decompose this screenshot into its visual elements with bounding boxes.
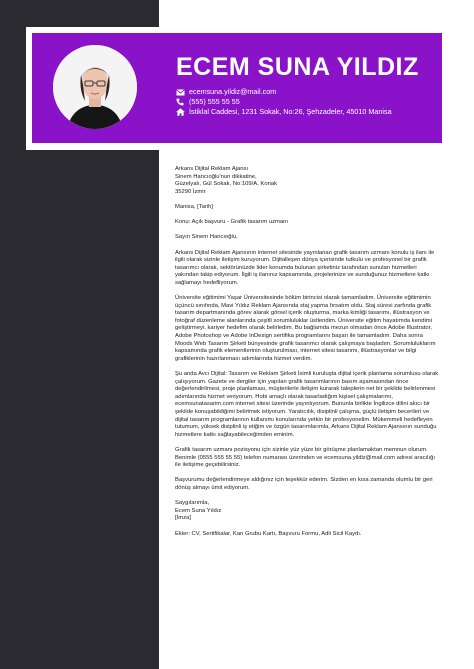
paragraph-thanks: Başvurumu değerlendirmeye aldığınız için teşekkür ederim. Sizden en kısa zamanda olumlu bir geri dönüş almayı ümit ediyorum. xyxy=(175,477,433,491)
recipient-line: Arkans Dijital Reklam Ajansı xyxy=(175,166,249,172)
cover-letter-body xyxy=(175,166,441,546)
recipient-block xyxy=(175,166,441,196)
contact-address xyxy=(176,106,392,118)
signature-placeholder: [İmza] xyxy=(175,515,191,522)
paragraph-current-role: Şu anda Avcı Dijital: Tasarım ve Reklam Şirketi İsimli kuruluşta dijital içerik planlama sorumlusu olarak çalışıyorum. Gazete ve dergiler için yapılan grafik tasarımlarının basım aşamasından önce değerlendirilmesi, proje planlaması, müşterilerle iletişim kurarak taleplerin net bir şekilde belirlenmesi adımlarında hizmet veriyorum. Hobi amaçlı olarak tasarladığım kişisel çalışmalarımı, ecemsunatasarim.com internet sitesi üzerinde yayınlıyorum. Bununla birlikte İngilizce dilini akıcı bir şekilde konuşabildiğimi belirtmek istiyorum. Yaratıcılık, disiplinli çalışma, güçlü iletişim becerileri ve dijital tasarım programlarının kullanımı konularında yetkin bir profesyonelim. Mükemmeli hedefleyen tutumum, yüksek disiplinli iş etiğim ve özgün tasarımlarımla, Arkans Dijital Reklam Ajansının sunduğu hizmetlere katkı sağlayabileceğimden eminim. xyxy=(175,371,439,438)
signature-name: Ecem Suna Yıldız xyxy=(175,507,222,514)
phone-text: (555) 555 55 55 xyxy=(189,97,240,107)
applicant-name: ECEM SUNA YILDIZ xyxy=(176,53,419,81)
paragraph-intro: Arkans Dijital Reklam Ajansının internet sitesinde yayınlanan grafik tasarım uzmanı konulu iş ilanı ile ilgili olarak sizinle iletişim kuruyorum. Dijitalleşen dünya içerisinde tutkulu ve profesyonel bir grafik tasarımcı olarak, sektörünüzde lider konumda bulunan şirketiniz tarafından sunulan hizmetleri yakından takip ediyorum. İlgili iş ilanınız kapsamında, projelerinize ve sunduğunuz hizmetlere katkı sağlamayı hedefliyorum. xyxy=(175,249,435,286)
profile-photo xyxy=(53,45,137,129)
paragraph-interview: Grafik tasarım uzmanı pozisyonu için sizinle yüz yüze bir görüşme planlamaktan memnun olurum. Benimle (0555 555 55 55) telefon numarası üzerinden ve ecemsuna.yildiz@mail.com adresi aracılığı ile iletişime geçebilirsiniz. xyxy=(175,446,435,469)
envelope-icon xyxy=(176,89,186,96)
address-text: İstiklal Caddesi, 1231 Sokak, No:26, Şehzadeler, 45010 Manisa xyxy=(189,107,392,117)
date-line: Manisa, [Tarih] xyxy=(175,203,213,210)
closing-block xyxy=(175,500,441,523)
recipient-line: Güzelyalı, Gül Sokak, No:109/A, Konak xyxy=(175,181,277,188)
attachments-line: Ekler: CV, Sertifikalar, Kan Grubu Kartı, Başvuru Formu, Adli Sicil Kaydı. xyxy=(175,530,362,537)
subject-line: Konu: Açık başvuru - Grafik tasarım uzmanı xyxy=(175,219,289,226)
recipient-line: 35290 İzmir xyxy=(175,188,206,195)
home-icon xyxy=(176,108,186,116)
closing-line: Saygılarımla, xyxy=(175,500,210,507)
greeting: Sayın Sinem Hancıoğlu, xyxy=(175,234,238,241)
paragraph-education: Üniversite eğitimimi Yaşar Üniversitesinde bölüm birincisi olarak tamamladım. Üniversite eğitimimin üçüncü sınıfında, Mavi Yıldız Reklam Ajansında staj yapma fırsatım oldu. Staj süresi zarfında grafik tasarım departmanında görev alarak görsel içerik oluşturma, marka kimliği tasarımı, illüstrasyon ve fotoğraf düzenleme alanlarında çeşitli sorumluluklar üstlendim. Üniversite eğitim hayatımda kendimi geliştirmeyi, kariyer hedefim olarak belirledim. Bu bağlamda mezun olmadan önce Adobe Illustrator, Adobe Photoshop ve Adobe InDesign sertifika programlarını başarı ile tamamladım. Daha sonra Moods Web Tasarım Şirketi bünyesinde grafik tasarımcı olarak çalışmaya başladım. Sorumluluklarım kapsamında grafik elementlerinin oluşturulması, internet sitesi tasarımı, illüstrasyonlar ve bilgi grafiklerinin hazırlanması adımlarında hizmet verdim. xyxy=(175,295,436,362)
phone-icon xyxy=(176,98,186,106)
recipient-line: Sinem Hancıoğlu'nun dikkatine, xyxy=(175,173,257,180)
email-text: ecemsuna.yildiz@mail.com xyxy=(189,87,277,97)
avatar xyxy=(53,45,137,129)
